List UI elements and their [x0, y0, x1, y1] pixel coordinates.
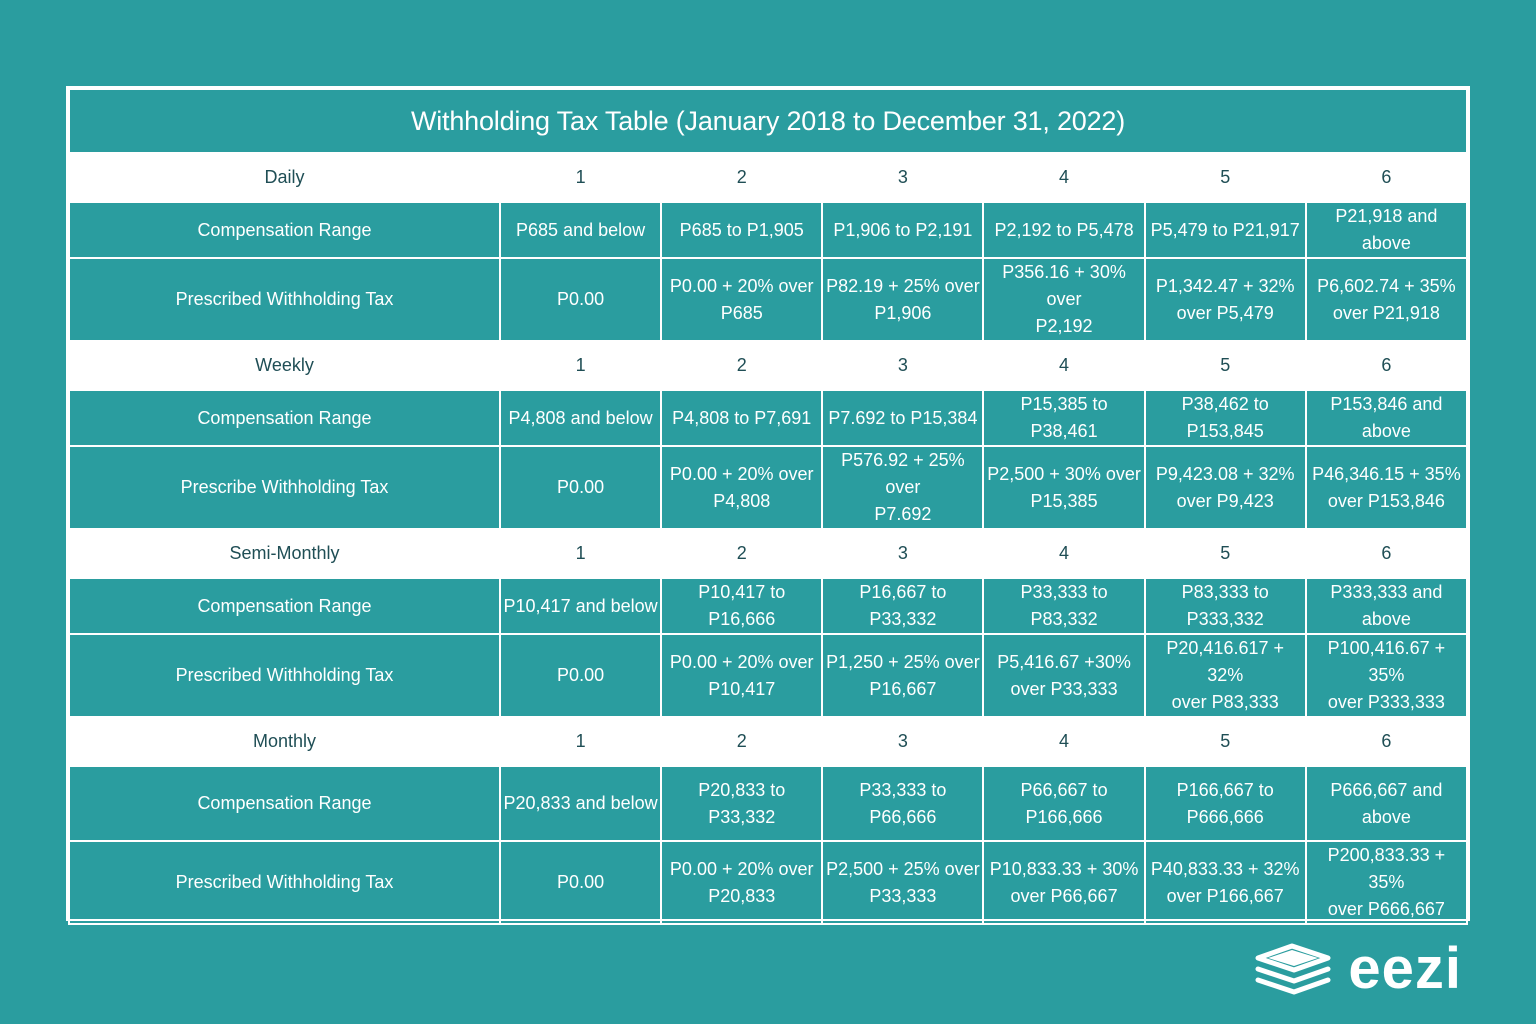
compensation-range-cell: P685 to P1,905 — [661, 202, 822, 258]
withholding-tax-cell — [1145, 634, 1306, 717]
compensation-range-cell: P38,462 to P153,845 — [1145, 390, 1306, 446]
compensation-range-cell: P10,417 and below — [500, 578, 661, 634]
withholding-tax-cell — [983, 841, 1144, 924]
withholding-tax-table — [66, 86, 1470, 921]
withholding-tax-cell-line: over P153,846 — [1327, 490, 1445, 511]
bracket-number: 2 — [661, 717, 822, 766]
withholding-tax-cell-line: over P21,918 — [1332, 302, 1440, 323]
withholding-tax-cell-line: P0.00 — [557, 289, 605, 309]
brand-name: eezi — [1348, 936, 1462, 1001]
bracket-number: 1 — [500, 717, 661, 766]
compensation-range-cell: P33,333 to P66,666 — [822, 766, 983, 841]
period-row — [69, 717, 1467, 766]
withholding-tax-row — [69, 634, 1467, 717]
withholding-tax-cell-line: P4,808 — [713, 490, 771, 511]
withholding-tax-cell — [1145, 841, 1306, 924]
withholding-tax-label: Prescribed Withholding Tax — [69, 634, 500, 717]
withholding-tax-cell-line: P2,192 — [1035, 316, 1093, 336]
withholding-tax-cell-line: P1,250 + 25% over — [826, 651, 980, 672]
bracket-number: 1 — [500, 529, 661, 578]
withholding-tax-row — [69, 446, 1467, 529]
period-label: Weekly — [69, 341, 500, 390]
bracket-number: 5 — [1145, 153, 1306, 202]
withholding-tax-cell — [500, 634, 661, 717]
withholding-tax-label: Prescribed Withholding Tax — [69, 258, 500, 341]
withholding-tax-row — [69, 258, 1467, 341]
bracket-number: 6 — [1306, 341, 1467, 390]
withholding-tax-cell-line: P356.16 + 30% over — [1002, 262, 1126, 309]
withholding-tax-cell — [500, 841, 661, 924]
compensation-range-cell: P15,385 to P38,461 — [983, 390, 1144, 446]
withholding-tax-cell-line: P82.19 + 25% over — [826, 275, 980, 296]
bracket-number: 4 — [983, 717, 1144, 766]
compensation-range-cell: P1,906 to P2,191 — [822, 202, 983, 258]
withholding-tax-cell-line: P1,342.47 + 32% — [1155, 275, 1295, 296]
compensation-range-cell: P7.692 to P15,384 — [822, 390, 983, 446]
withholding-tax-cell — [1306, 841, 1467, 924]
withholding-tax-cell — [1145, 446, 1306, 529]
compensation-range-cell: P20,833 to P33,332 — [661, 766, 822, 841]
withholding-tax-cell — [1306, 258, 1467, 341]
withholding-tax-cell — [500, 446, 661, 529]
withholding-tax-cell — [661, 634, 822, 717]
bracket-number: 2 — [661, 529, 822, 578]
withholding-tax-row — [69, 841, 1467, 924]
bracket-number: 4 — [983, 153, 1144, 202]
withholding-tax-cell-line: over P166,667 — [1166, 885, 1284, 906]
compensation-range-cell: P333,333 and above — [1306, 578, 1467, 634]
compensation-range-cell: P4,808 and below — [500, 390, 661, 446]
bracket-number: 4 — [983, 341, 1144, 390]
withholding-tax-cell — [822, 446, 983, 529]
withholding-tax-cell-line: P2,500 + 30% over — [987, 463, 1141, 484]
withholding-tax-cell-line: P46,346.15 + 35% — [1312, 463, 1461, 484]
bracket-number: 6 — [1306, 529, 1467, 578]
compensation-range-cell: P685 and below — [500, 202, 661, 258]
withholding-tax-cell-line: P20,416.617 + 32% — [1166, 638, 1284, 685]
compensation-range-cell: P666,667 and above — [1306, 766, 1467, 841]
withholding-tax-cell-line: P40,833.33 + 32% — [1150, 858, 1300, 879]
withholding-tax-cell-line: P0.00 — [557, 665, 605, 685]
withholding-tax-label: Prescribed Withholding Tax — [69, 841, 500, 924]
bracket-number: 1 — [500, 341, 661, 390]
withholding-tax-cell — [983, 446, 1144, 529]
withholding-tax-cell-line: P10,833.33 + 30% — [989, 858, 1139, 879]
compensation-range-cell: P66,667 to P166,666 — [983, 766, 1144, 841]
compensation-label: Compensation Range — [69, 766, 500, 841]
withholding-tax-cell-line: P0.00 — [557, 872, 605, 892]
withholding-tax-cell-line: P576.92 + 25% over — [841, 450, 965, 497]
withholding-tax-cell-line: over P9,423 — [1176, 490, 1274, 511]
withholding-tax-cell-line: P20,833 — [708, 885, 776, 906]
withholding-tax-cell-line: P100,416.67 + 35% — [1327, 638, 1446, 685]
withholding-tax-cell-line: P15,385 — [1030, 490, 1098, 511]
bracket-number: 3 — [822, 341, 983, 390]
period-row — [69, 153, 1467, 202]
compensation-row — [69, 202, 1467, 258]
withholding-tax-cell-line: P16,667 — [869, 678, 937, 699]
withholding-tax-cell-line: P5,416.67 +30% — [997, 651, 1131, 672]
compensation-row — [69, 766, 1467, 841]
withholding-tax-cell — [500, 258, 661, 341]
compensation-row — [69, 390, 1467, 446]
withholding-tax-cell-line: P0.00 + 20% over — [669, 858, 814, 879]
withholding-tax-cell — [661, 841, 822, 924]
withholding-tax-cell-line: P2,500 + 25% over — [826, 858, 980, 879]
withholding-tax-cell-line: P0.00 + 20% over — [669, 275, 814, 296]
period-label: Daily — [69, 153, 500, 202]
period-label: Monthly — [69, 717, 500, 766]
bracket-number: 5 — [1145, 717, 1306, 766]
withholding-tax-label: Prescribe Withholding Tax — [69, 446, 500, 529]
compensation-range-cell: P16,667 to P33,332 — [822, 578, 983, 634]
compensation-label: Compensation Range — [69, 578, 500, 634]
table-title: Withholding Tax Table (January 2018 to December 31, 2022) — [69, 89, 1467, 153]
withholding-tax-cell-line: over P333,333 — [1327, 692, 1445, 712]
compensation-range-cell: P5,479 to P21,917 — [1145, 202, 1306, 258]
withholding-tax-cell-line: P685 — [720, 302, 763, 323]
bracket-number: 5 — [1145, 341, 1306, 390]
withholding-tax-cell-line: P10,417 — [708, 678, 776, 699]
withholding-tax-cell-line: P0.00 — [557, 477, 605, 497]
tax-table-grid — [68, 88, 1468, 925]
compensation-range-cell: P153,846 and above — [1306, 390, 1467, 446]
table-title-row — [69, 89, 1467, 153]
withholding-tax-cell-line: over P83,333 — [1171, 692, 1279, 712]
bracket-number: 3 — [822, 529, 983, 578]
bracket-number: 3 — [822, 153, 983, 202]
compensation-range-cell: P4,808 to P7,691 — [661, 390, 822, 446]
withholding-tax-cell — [661, 446, 822, 529]
bracket-number: 3 — [822, 717, 983, 766]
compensation-range-cell: P33,333 to P83,332 — [983, 578, 1144, 634]
withholding-tax-cell — [661, 258, 822, 341]
compensation-range-cell: P2,192 to P5,478 — [983, 202, 1144, 258]
compensation-range-cell: P21,918 and above — [1306, 202, 1467, 258]
withholding-tax-cell-line: P7.692 — [874, 504, 932, 524]
withholding-tax-cell — [822, 841, 983, 924]
withholding-tax-cell-line: P33,333 — [869, 885, 937, 906]
period-row — [69, 529, 1467, 578]
compensation-range-cell: P10,417 to P16,666 — [661, 578, 822, 634]
withholding-tax-cell-line: over P666,667 — [1327, 899, 1445, 919]
compensation-range-cell: P83,333 to P333,332 — [1145, 578, 1306, 634]
withholding-tax-cell-line: P1,906 — [874, 302, 932, 323]
compensation-range-cell: P20,833 and below — [500, 766, 661, 841]
withholding-tax-cell — [822, 634, 983, 717]
brand-logo — [1252, 936, 1462, 1001]
period-row — [69, 341, 1467, 390]
bracket-number: 2 — [661, 153, 822, 202]
withholding-tax-cell — [983, 634, 1144, 717]
withholding-tax-cell — [1306, 446, 1467, 529]
bracket-number: 6 — [1306, 717, 1467, 766]
withholding-tax-cell — [1145, 258, 1306, 341]
period-label: Semi-Monthly — [69, 529, 500, 578]
compensation-range-cell: P166,667 to P666,666 — [1145, 766, 1306, 841]
bracket-number: 4 — [983, 529, 1144, 578]
bracket-number: 5 — [1145, 529, 1306, 578]
bracket-number: 1 — [500, 153, 661, 202]
withholding-tax-cell — [822, 258, 983, 341]
withholding-tax-cell — [983, 258, 1144, 341]
bracket-number: 2 — [661, 341, 822, 390]
compensation-row — [69, 578, 1467, 634]
withholding-tax-cell-line: over P66,667 — [1010, 885, 1118, 906]
withholding-tax-cell-line: P0.00 + 20% over — [669, 651, 814, 672]
withholding-tax-cell-line: over P33,333 — [1010, 678, 1118, 699]
withholding-tax-cell — [1306, 634, 1467, 717]
compensation-label: Compensation Range — [69, 390, 500, 446]
withholding-tax-cell-line: P200,833.33 + 35% — [1327, 845, 1446, 892]
bracket-number: 6 — [1306, 153, 1467, 202]
withholding-tax-cell-line: P0.00 + 20% over — [669, 463, 814, 484]
withholding-tax-cell-line: P6,602.74 + 35% — [1317, 275, 1456, 296]
compensation-label: Compensation Range — [69, 202, 500, 258]
stacked-layers-icon — [1252, 942, 1334, 996]
withholding-tax-cell-line: over P5,479 — [1176, 302, 1274, 323]
withholding-tax-cell-line: P9,423.08 + 32% — [1155, 463, 1295, 484]
